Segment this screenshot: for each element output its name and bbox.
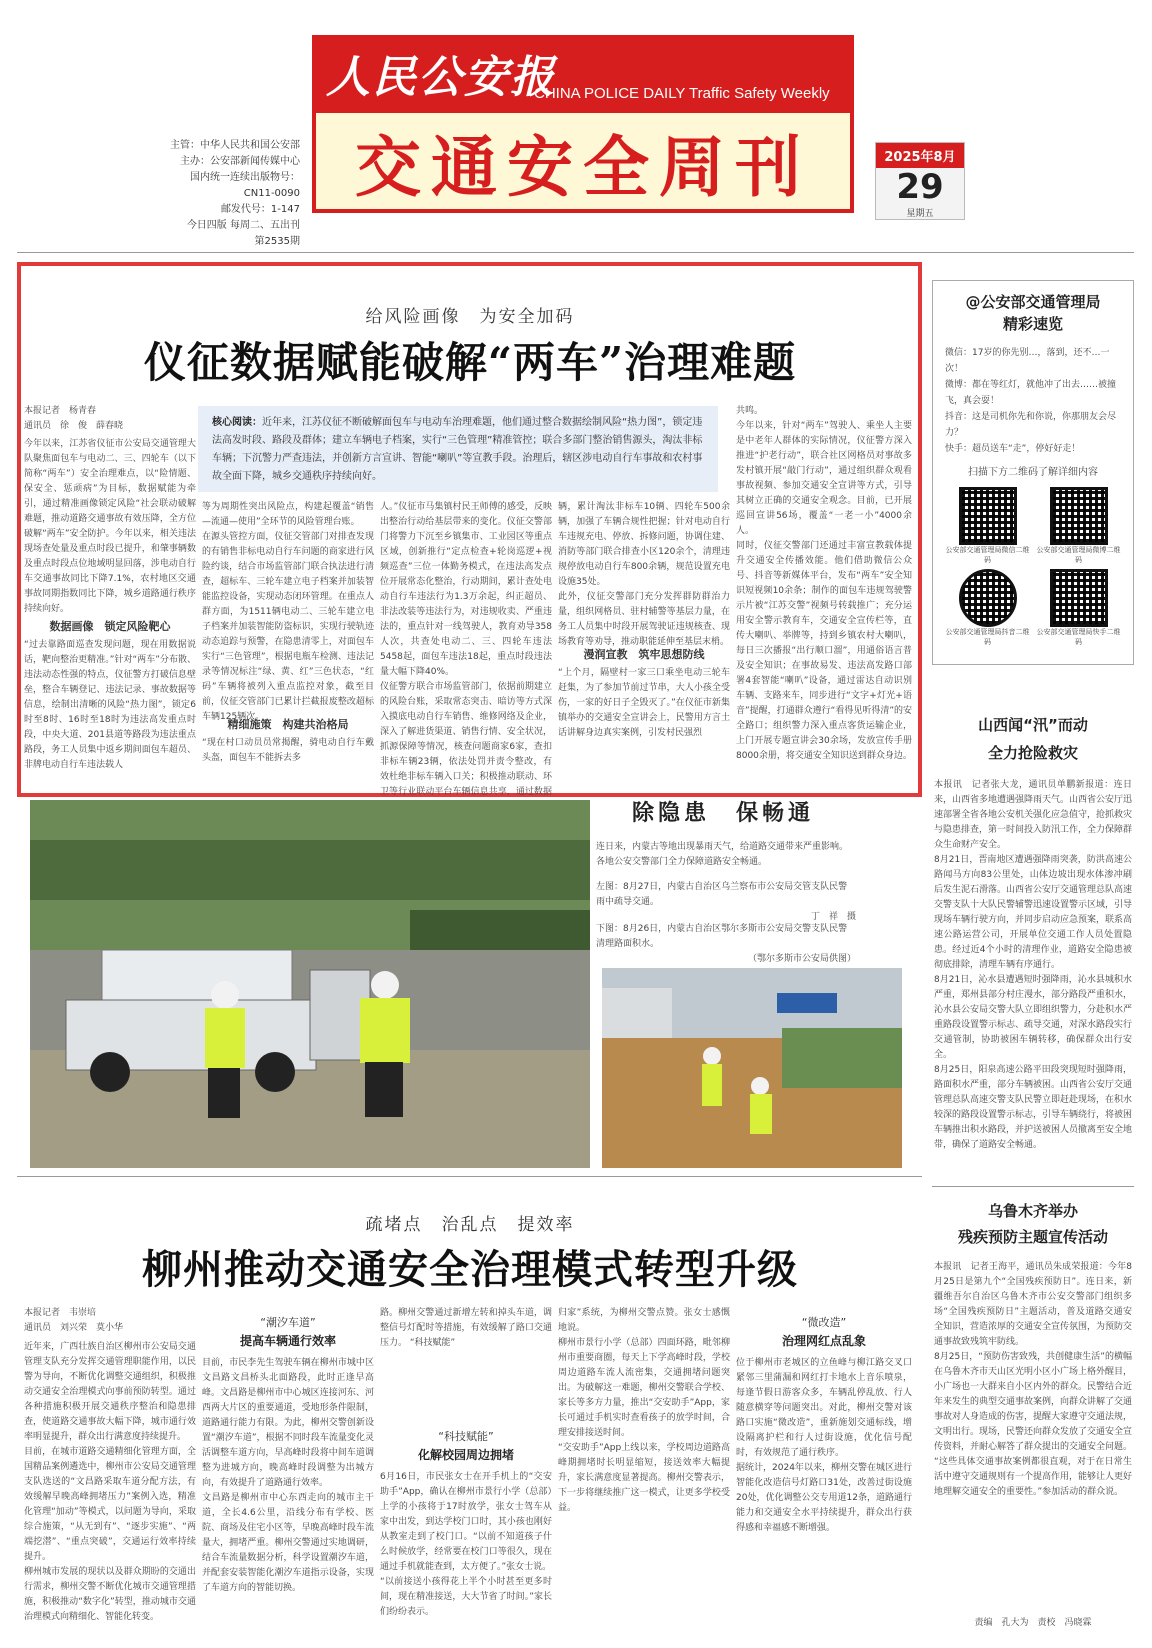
liuzhou-kicker: 疏堵点 治乱点 提效率 (365, 1215, 575, 1235)
summary-label: 核心阅读： (212, 417, 262, 428)
qr-caption: 公安部交通管理局微信二维码 (945, 546, 1030, 564)
photo-section-title: 除隐患 保畅通 (632, 800, 815, 826)
sidebar-box (932, 280, 1134, 665)
urumqi-headline-2: 残疾预防主题宣传活动 (957, 1228, 1108, 1246)
weekly-title: 交通安全周刊 (312, 109, 854, 213)
liuzhou-col3: 路。柳州交警通过新增左转和掉头车道，调整信号灯配时等措施，有效缓解了路口交通压力。 “科技赋能” (380, 1308, 552, 1348)
flood-photo-left-image (30, 800, 590, 1168)
pub-info-line: 邮发代号：1-147 (220, 204, 300, 215)
kuaishou-qr-code[interactable] (1050, 569, 1108, 627)
qr-caption: 公安部交通管理局快手二维码 (1036, 628, 1121, 646)
sidebar-item-douyin: 抖音：这是司机你先和你说，你那朋友会尽力？ (945, 412, 1117, 438)
lead-col1-subhead: 数据画像 锁定风险靶心 (49, 620, 171, 633)
date-year-month: 2025年8月 (876, 143, 964, 168)
liuzhou-col5-subhead-1: “微改造” (801, 1316, 847, 1329)
masthead-top (312, 35, 854, 109)
liuzhou-col5-subhead-2: 治理网红点乱象 (781, 1334, 866, 1348)
liuzhou-col4: 归家”系统，为柳州交警点赞。张女士感慨地说。 柳州市景行小学（总部）四面环路，毗邻柳州市重要商圈，每天上下学高峰时段，学校周边道路车流人流密集，交通拥堵问题突出。为破解这一难题，柳州交警联合学校、家长等多方力量，推出“交安助手”App，家长可通过手机实时查看孩子的放学时间，合理安排接送时间。 “交安助手”App上线以来，学校周边道路高峰期拥堵时长明显缩短，接送效率大幅提升，家长满意度显著提高。柳州交警表示，下一步将继续推广这一模式，让更多学校受益。 (558, 1308, 730, 1513)
sidebar-item-weibo: 微博：都在等红灯，就他冲了出去……被撞飞，真会耍！ (945, 380, 1117, 406)
qr-caption: 公安部交通管理局微博二维码 (1036, 546, 1121, 564)
lead-col4-subhead: 漫润宣教 筑牢思想防线 (583, 648, 705, 661)
shanxi-headline-1: 山西闻“汛”而动 (978, 716, 1088, 734)
liuzhou-headline: 柳州推动交通安全治理模式转型升级 (142, 1246, 798, 1293)
urumqi-headline-1: 乌鲁木齐举办 (987, 1202, 1078, 1220)
weibo-qr-code[interactable] (1050, 487, 1108, 545)
pub-info-line: 主办：公安部新闻传媒中心 (180, 156, 300, 167)
top-divider (17, 252, 1134, 253)
lead-col4: 辆，累计淘汰非标车10辆、四轮车500余辆，加强了车辆合规性把握；针对电动自行车违规充电、停放、拆修问题，协调住建、消防等部门联合排查小区120余个，清理违规停放电动自行车800余辆，规范设置充电设施35处。 此外，仪征交警部门充分发挥群防群治力量，组织网格员、驻村辅警等基层力量，在务工人员集中时段开展驾驶证违规核查、现场教育等劝导，推动职能延伸至基层末梢。 (558, 502, 730, 647)
urumqi-body: 本报讯 记者王海平，通讯员朱成荣报道：今年8月25日是第九个“全国残疾预防日”。连日来，新疆维吾尔自治区乌鲁木齐市公安交警部门组织多场“全国残疾预防日”主题活动，普及道路交通安全知识，营造浓厚的交通安全宣传氛围，为预防交通事故致残筑牢防线。 8月25日，“预防伤害致残，共创健康生活”的横幅在乌鲁木齐市天山区光明小区小广场上格外醒目，小广场也一大群来自小区内外的群众。民警结合近年来发生的典型交通事故案例，向群众讲解了交通事故对人身造成的伤害，提醒大家遵守交通法规，文明出行。现场，民警还向群众发放了交通安全宣传资料，并耐心解答了群众提出的交通安全问题。 “这些具体交通事故案例都很直观，对于在日常生活中遵守交通规则有一个提高作用，能够让人更好地理解交通安全的重要性。”参加活动的群众说。 (934, 1262, 1133, 1497)
byline-reporter: 本报记者 韦崇培 (24, 1308, 97, 1318)
newspaper-logo: 人民公安报 (326, 52, 556, 103)
liuzhou-col1: 近年来，广西壮族自治区柳州市公安局交通管理支队充分发挥交通管理职能作用，以民警为导向，不断优化调整交通组织，积极推动交通安全治理模式向事前预防转型。通过各种措施积极开展交通秩序整治和隐患排查，使道路交通事故大幅下降，城市通行效率明显提升，群众出行满意度持续提升。 目前，在城市道路交通精细化管理方面，全国精品案例遴选中，柳州市公安局交通管理支队选送的“文昌路采取车道分配方法，有效缓解早晚高峰拥堵压力”案例入选，精准化管理“加动”等模式，以问题为导向，采取综合施策，“从无到有”、“逐步实施”、“两端挖潜”、“重点突破”，交通运行效率持续提升。 柳州城市发展的现状以及群众期盼的交通出行需求，柳州交警不断优化城市交通管理措施，积极推动“数字化”转型，推动城市交通治理模式向精细化、智能化转变。 (24, 1342, 196, 1622)
date-weekday: 星期五 (906, 209, 934, 219)
date-box (875, 142, 965, 220)
mid-divider (17, 1176, 922, 1177)
lead-col4-b: “上个月，隔壁村一家三口乘坐电动三轮车赶集，为了参加节前过节串，大人小孩全受伤，一家的好日子全毁灭了。”在仪征市新集镇举办的交通安全宣讲会上，民警用方言土话讲解身边真实案例，引发村民强烈 (558, 668, 730, 738)
lead-col5: 共鸣。 今年以来，针对“两车”驾驶人、乘坐人主要是中老年人群体的实际情况，仪征警方深入推进“护老行动”，联合社区网格员对事故多发村镇开展“敲门行动”，通过组织群众观看事故视频、参加交通安全宣讲等方式，引导其树立正确的交通安全观念。目前，已开展巡回宣讲56场，覆盖“一老一小”4000余人。 同时，仪征交警部门还通过丰富宣教载体提升交通安全传播效能。他们借助微信公众号、抖音等新媒体平台，发布“两车”安全知识短视频10余条；制作的面包车违规驾驶警示片被“江苏交警”视频号转载推广；充分运用安全警示教育车，交通安全宣传栏等，直传大喇叭、举牌等，持到乡镇农村大喇叭，每日三次播报“出行顺口溜”，用通俗语言普及安全知识；在事故易发、违法高发路口部署4套智能“喇叭”设备，通过雷达自动识别车辆、支路来车，同步进行“文字+灯光+语音”提醒，打通群众遵行“看得见听得清”的安全路口；组织警力深入重点客货运输企业，上门开展专题宣讲会30余场，发放宣传手册8000余册，将交通安全知识送到群众身边。 (736, 406, 912, 761)
photo-credit-bottom: （鄂尔多斯市公安局供图） (747, 954, 856, 964)
photo-caption-left: 左图：8月27日，内蒙古自治区乌兰察布市公安局交管支队民警雨中疏导交通。 (596, 882, 848, 907)
publication-info (160, 138, 300, 250)
urumqi-divider (932, 1186, 1134, 1187)
flood-photo-right-image (602, 968, 902, 1168)
sidebar-subtitle: 精彩速览 (1002, 315, 1063, 333)
byline-reporter: 本报记者 杨青春 (24, 406, 97, 416)
byline-correspondent: 通讯员 徐 俊 薛春晓 (24, 421, 124, 431)
qr-caption: 公安部交通管理局抖音二维码 (945, 628, 1030, 646)
douyin-qr-code[interactable] (959, 569, 1017, 627)
pub-info-line: 今日四版 每周二、五出刊 (186, 220, 300, 231)
liuzhou-byline (24, 1306, 194, 1336)
flood-photo-left (30, 800, 590, 1168)
pub-info-line: 第2535期 (254, 236, 300, 247)
lead-col2-subhead: 精细施策 构建共治格局 (227, 718, 349, 731)
lead-summary (198, 406, 718, 492)
lead-col3: 人。”仪征市马集镇村民王师傅的感受，反映出整治行动给基层带来的变化。仪征交警部门将警力下沉至乡镇集市、工业园区等重点区域，创新推行“定点检查+轮岗巡逻+视频巡查”三位一体勤务模式，在违法高发点位开展常态化整治，行动期间，累计查处电动自行车违法行为1.3万余起，纠正超员、非法改装等违法行为，对违规收卖、严重违法的，重点针对一线驾驶人，教育劝导358人次，共查处电动二、三、四轮车违法5458起，面包车违法18起，重点时段违法量大幅下降40%。 仪征警方联合市场监管部门，依据前期建立的风险台账，采取常态突击、暗访等方式深入摸底电动自行车销售、维修网络及企业，深入了解进货渠道、销售行情、安全状况，抓源保障等情况，核查问题商家6家，查扣非标车辆23辆，依法处罚并责令整改，有效杜绝非标车辆入口关；积极推动联动、环卫等行业联动平台车辆信息共享，通过数据 (380, 502, 552, 797)
photo-credit-left: 丁 祥 摄 (810, 912, 856, 922)
liuzhou-col3-subhead-1: “科技赋能” (438, 1430, 494, 1443)
sidebar-title: @公安部交通管理局 (965, 293, 1101, 311)
qr-prompt: 扫描下方二维码了解详细内容 (968, 467, 1098, 478)
date-day: 29 (896, 167, 944, 207)
photo-intro: 连日来，内蒙古等地出现暴雨天气，给道路交通带来严重影响。各地公安交警部门全力保障道路安全畅通。 (596, 842, 849, 867)
lead-headline: 仪征数据赋能破解“两车”治理难题 (143, 338, 797, 387)
liuzhou-col5: 位于柳州市老城区的立鱼峰与柳江路交叉口紧邻三里蒲漏和网红打卡地水上音乐喷泉，每逢节假日游客众多，车辆乱停乱放、行人随意横穿等问题突出。对此，柳州交警对该路口实施“微改造”，重新施划交通标线，增设隔离护栏和行人过街设施，优化信号配时，有效规范了通行秩序。 据统计，2024年以来，柳州交警在城区进行智能化改造信号灯路口31处，改善过街设施20处，优化调整公交专用道12条，道路通行能力和交通安全水平持续提升，群众出行获得感和幸福感不断增强。 (736, 1358, 912, 1533)
summary-text: 近年来，江苏仪征不断破解面包车与电动车治理难题，他们通过整合数据绘制风险“热力图”，锁定违法高发时段、路段及群体；建立车辆电子档案，实行“三色管理”精准管控；联合多部门整治销售源头，淘汰非标车辆；下沉警力严查违法，并创新方言宣讲、智能“喇叭”等宣教手段。治理后，辖区涉电动自行车事故和农村事故全面下降，城乡交通秩序持续向好。 (212, 417, 703, 482)
lead-col2: 等为周期性突出风险点，构建起覆盖“销售—流通—使用”全环节的风险管理台账。 在源头管控方面，仪征交管部门对排查发现的有销售非标电动自行车问题的商家进行风险约谈，结合市场监管部门联合执法进行清查，超标车、三轮车建立电子档案并加装智能监控设备，实现动态闭环管理。在重点人群方面，为1511辆电动二、三轮车建立电子档案并加装智能防盗标识，实现行驶轨迹动态追踪与预警，在隐患清零上，对面包车实行“三色管理”，根据电瓶车检测、违法记录等情况标注“绿、黄、红”三色状态，“红码”车辆将被列入重点监控对象，截至目前，仪征交管部门已累计拦截报废整改超标车辆125辆次。 (202, 502, 374, 722)
liuzhou-col2: 目前，市民李先生驾驶车辆在柳州市城中区文昌路文昌桥头北面路段，此时正逢早高峰。文昌路是柳州市中心城区连接河东、河西两大片区的重要通道，受地形条件限制，道路通行能力有限。为此，柳州交警创新设置“潮汐车道”，根据不同时段车流量变化灵活调整车道方向，早高峰时段将中间车道调整为进城方向，晚高峰时段调整为出城方向，有效提升了道路通行效率。 文昌路是柳州市中心东西走向的城市主干道，全长4.6公里，沿线分布有学校、医院、商场及住宅小区等，早晚高峰时段车流量大，拥堵严重。柳州交警通过实地调研，结合车流量数据分析，科学设置潮汐车道，并配套安装智能化潮汐车道指示设备，实现了车道方向的智能切换。 (202, 1358, 374, 1593)
sidebar-item-kuaishou: 快手：超员送车“走”，停好好走！ (945, 444, 1081, 454)
photo-caption-bottom: 下图：8月26日，内蒙古自治区鄂尔多斯市公安局交警支队民警清理路面积水。 (596, 924, 848, 949)
sidebar-item-wechat: 微信：17岁的你先别…，落到，还不…一次！ (945, 348, 1110, 374)
liuzhou-col3-subhead-2: 化解校园周边拥堵 (417, 1448, 514, 1462)
flood-photo-right (602, 968, 902, 1168)
byline-correspondent: 通讯员 刘兴荣 莫小华 (24, 1323, 124, 1333)
editor-credits: 责编 孔大为 责校 冯晓霖 (974, 1618, 1092, 1628)
lead-col1: 今年以来，江苏省仪征市公安局交通管理大队聚焦面包车与电动二、三、四轮车（以下简称“两车”）安全治理难点，以“险情题、保安全、惩顽病”为目标，数据赋能为牵引，通过精准画像锁定风险“社会联动破解难题，推动道路交通事故有效压降，全方位破解“两车”安全防护。今年以来，相关违法现场查处量及重点时段已提升，和肇事辆数及重点时段点位地域明显回落，涉电动自行车交通事故同比下降7.1%，农村地区交通事故同期指数同比下降，城乡道路通行秩序持续向好。 (24, 439, 196, 614)
masthead (312, 35, 854, 213)
wechat-qr-code[interactable] (959, 487, 1017, 545)
lead-col2-b: “现在村口动员员常揭醒，骑电动自行车戴头盔，面包车不能拆去多 (202, 738, 374, 763)
masthead-english: CHINA POLICE DAILY Traffic Safety Weekly (534, 85, 830, 102)
shanxi-body: 本报讯 记者张大龙，通讯员单鹏新报道：连日来，山西省多地遭遇强降雨天气。山西省公安厅迅速部署全省各地公安机关强化应急值守，抢抓救灾与隐患排查，第一时间投入防汛工作，全力保障群众生命财产安全。 8月21日，晋南地区遭遇强降雨突袭，防洪高速公路闻马方向83公里处，山体边坡出现水体渗冲刷后发生泥石滑落。山西省公安厅交通管理总队高速交警支队十大队民警辅警迅速设置警示区域，引导现场车辆行驶方向，并同步启动应急预案，联系高速公路运营公司，开展单位交通工作人员处置隐患。经过近4个小时的清理作业，道路安全隐患被彻底排除，清理车辆有序通行。 8月21日，沁水县遭遇短时强降雨，沁水县城积水严重，郑州县部分村庄漫水，部分路段严重积水，沁水县公安局交警大队立即组织警力，分赴积水严重路段设置警示标志、疏导交通，对深水路段实行交通管制，协助被困车辆转移，确保群众出行安全。 8月25日，阳泉高速公路平田段突现短时强降雨，路面积水严重，部分车辆被困。山西省公安厅交通管理总队高速交警支队民警立即赶赴现场，在积水较深的路段设置警示标志，引导车辆绕行，将被困车辆推出积水路段，并护送被困人员撤离至安全地带，确保了道路安全畅通。 (934, 780, 1133, 1150)
lead-col1-b: “过去靠路面巡查发现问题，现在用数据说话，靶向整治更精准。”针对“两车”分布散、违法动态性强的特点，仪征警方打破信息壁垒，整合车辆登记、违法记录、事故数据等信息，绘制出清晰的风险“热力图”，锁定6时至8时、16时至18时为违法高发重点时段，中央大道、201县道等路段为违法重点路段，务工人员集中返乡期间面包车超员、非牌电动自行车违法载人 (24, 640, 196, 770)
pub-info-line: 主管：中华人民共和国公安部 (170, 140, 300, 151)
pub-info-line: 国内统一连续出版物号：CN11-0090 (190, 172, 300, 199)
liuzhou-col2-subhead-1: “潮汐车道” (260, 1316, 316, 1329)
liuzhou-col2-subhead-2: 提高车辆通行效率 (239, 1334, 336, 1348)
lead-byline (24, 404, 194, 434)
liuzhou-col3-b: 6月16日，市民张女士在开手机上的“交安助手”App，确认在柳州市景行小学（总部）上学的小孩将于17时放学，张女士驾车从家中出发，到达学校门口时，其小孩也刚好从教室走到了校门口。“以前不知道孩子什么时候放学，经常要在校门口等很久，现在通过手机就能查到，太方便了。”张女士说。 “以前接送小孩得花上半个小时甚至更多时间，现在精准接送，大大节省了时间。”家长们纷纷表示。 (380, 1472, 552, 1617)
shanxi-headline-2: 全力抢险救灾 (987, 744, 1078, 762)
lead-kicker: 给风险画像 为安全加码 (365, 307, 575, 327)
